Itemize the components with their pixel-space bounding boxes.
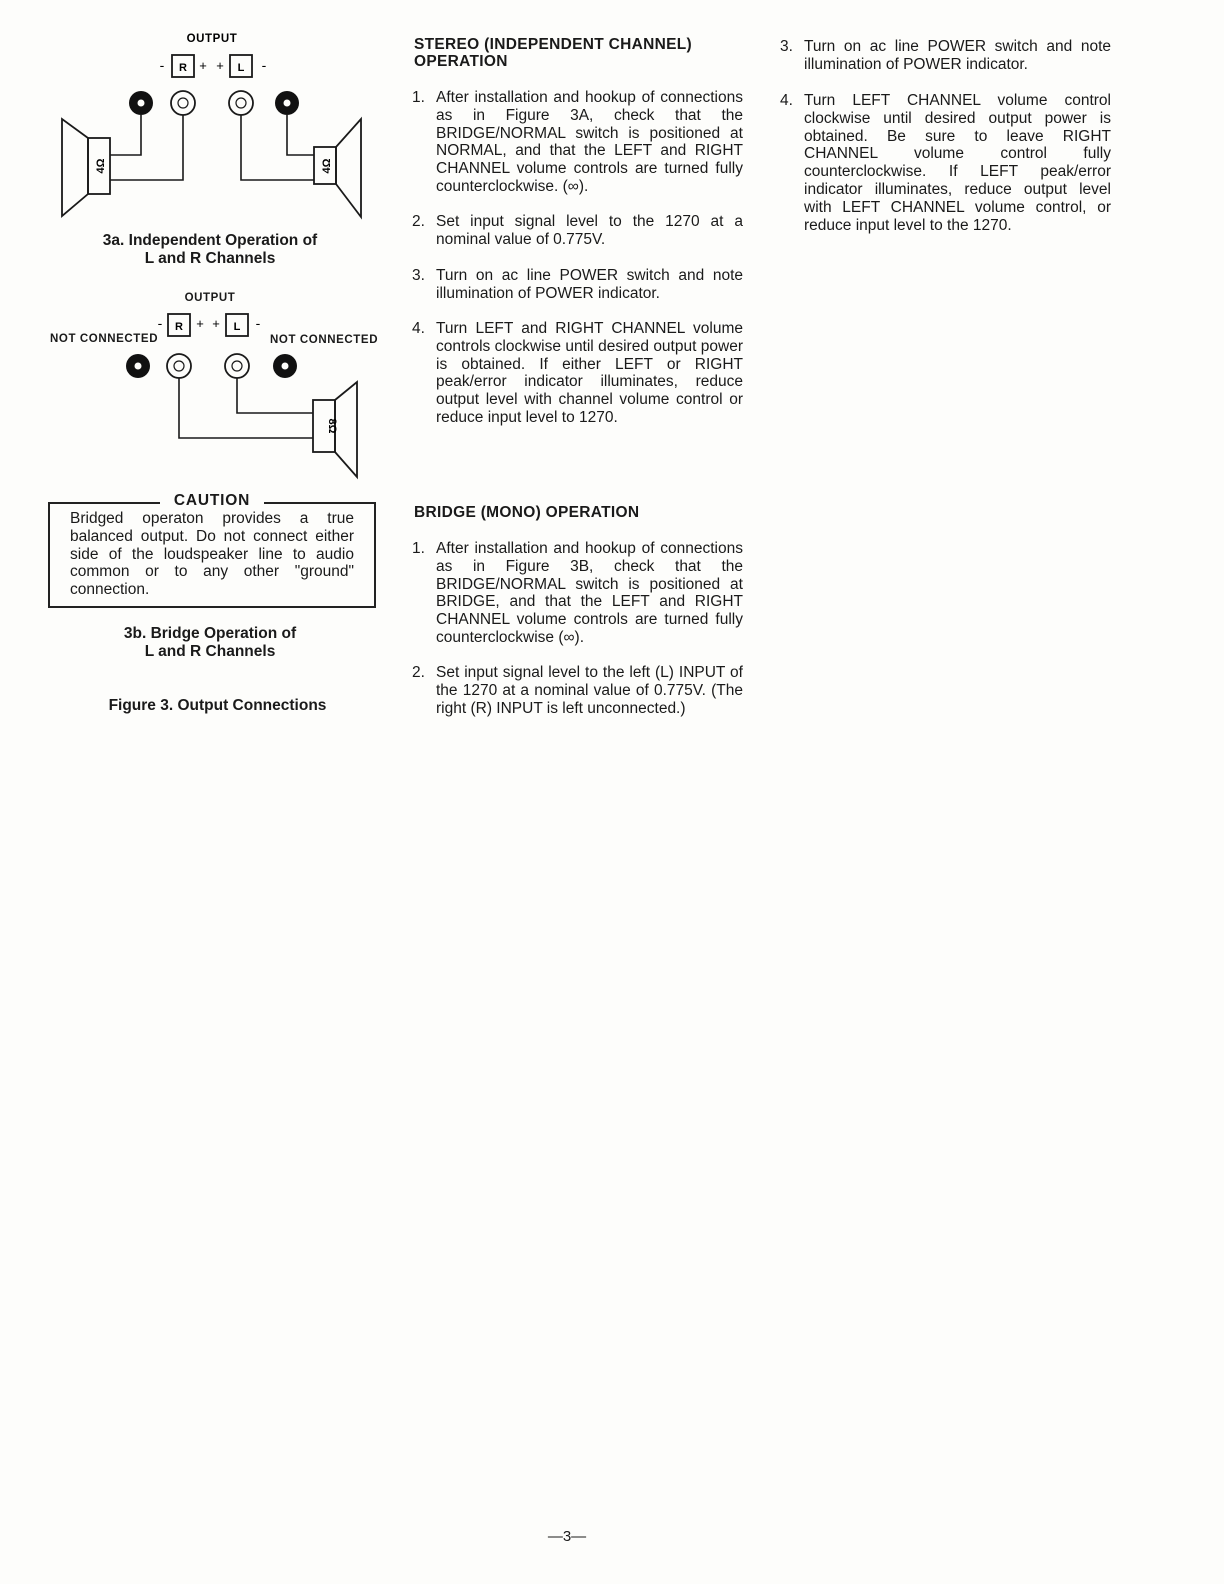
figure-3a-plus-r: + bbox=[199, 58, 207, 73]
figure-3b-terminal-r: R bbox=[175, 321, 183, 333]
not-connected-left-label: NOT CONNECTED bbox=[50, 333, 159, 345]
figure-3a-terminal-l: L bbox=[237, 62, 245, 74]
stereo-step-3: 3. Turn on ac line POWER switch and note illumination of POWER indicator. bbox=[412, 267, 743, 302]
bridge-terminal-pos-l-icon bbox=[225, 354, 249, 378]
figure-3a-terminal-r: R bbox=[179, 62, 187, 74]
right-speaker-impedance: 4Ω bbox=[321, 158, 333, 174]
bridge-step-2: 2. Set input signal level to the left (L) INPUT of the 1270 at a nominal value of 0.775V. (The right (R) INPUT is left unconnected.) bbox=[412, 664, 743, 717]
figure-3a-diagram bbox=[40, 25, 380, 225]
left-speaker-impedance: 4Ω bbox=[95, 158, 107, 174]
figure-3b-caption: 3b. Bridge Operation of L and R Channels bbox=[123, 625, 297, 660]
figure-3b-output-label: OUTPUT bbox=[184, 292, 236, 304]
figure-3a-minus-l: - bbox=[261, 57, 267, 73]
bridge-heading: BRIDGE (MONO) OPERATION bbox=[414, 504, 640, 521]
bridge-step-1: 1. After installation and hookup of connections as in Figure 3B, check that the BRIDGE/NORMAL switch is positioned at BRIDGE, and that the LEFT and RIGHT CHANNEL volume controls are turned fully counterclockwise (∞). bbox=[412, 540, 743, 646]
stereo-step-1: 1. After installation and hookup of connections as in Figure 3A, check that the BRIDGE/NORMAL switch is positioned at NORMAL, and that the LEFT and RIGHT CHANNEL volume controls are turned fully counterclockwise. (∞). bbox=[412, 89, 743, 195]
figure-3b-terminal-l: L bbox=[233, 321, 241, 333]
figure-3a-output-label: OUTPUT bbox=[186, 33, 238, 45]
stereo-step-2: 2. Set input signal level to the 1270 at a nominal value of 0.775V. bbox=[412, 213, 743, 248]
caution-box bbox=[48, 492, 376, 608]
stereo-step-4: 4. Turn LEFT and RIGHT CHANNEL volume controls clockwise until desired output power is obtained. If either LEFT or RIGHT peak/error indicator illuminates, reduce output level with channel volume control or reduce input level to 1270. bbox=[412, 320, 743, 426]
figure-caption: Figure 3. Output Connections bbox=[108, 697, 327, 714]
figure-3b-plus-r: + bbox=[196, 316, 204, 331]
page-number: —3— bbox=[547, 1528, 587, 1545]
bridge-step-3: 3. Turn on ac line POWER switch and note illumination of POWER indicator. bbox=[780, 38, 1111, 73]
bridge-speaker-impedance: 8Ω bbox=[326, 418, 338, 434]
figure-3b-plus-l: + bbox=[212, 316, 220, 331]
figure-3a-plus-l: + bbox=[216, 58, 224, 73]
figure-3a-caption: 3a. Independent Operation of L and R Channels bbox=[102, 232, 318, 267]
bridge-terminal-pos-r-icon bbox=[167, 354, 191, 378]
terminal-pos-l-icon bbox=[229, 91, 253, 115]
caution-title: CAUTION bbox=[168, 492, 256, 509]
bridge-step-4: 4. Turn LEFT CHANNEL volume control clockwise until desired output power is obtained. Be sure to leave RIGHT CHANNEL volume control fully counterclockwise. If LEFT peak/error indicator illuminates, reduce output level with LEFT CHANNEL volume control, or reduce input level to the 1270. bbox=[780, 92, 1111, 234]
stereo-heading: STEREO (INDEPENDENT CHANNEL) OPERATION bbox=[414, 36, 692, 70]
figure-3b-minus-l: - bbox=[255, 315, 261, 331]
figure-3b-diagram bbox=[110, 310, 370, 480]
figure-3a-minus-r: - bbox=[159, 57, 165, 73]
not-connected-right-label: NOT CONNECTED bbox=[270, 334, 379, 346]
figure-3b-minus-r: - bbox=[157, 315, 163, 331]
terminal-pos-r-icon bbox=[171, 91, 195, 115]
caution-text: Bridged operaton provides a true balanced output. Do not connect either side of the loudspeaker line to audio common or to any other "ground" connection. bbox=[70, 510, 354, 599]
